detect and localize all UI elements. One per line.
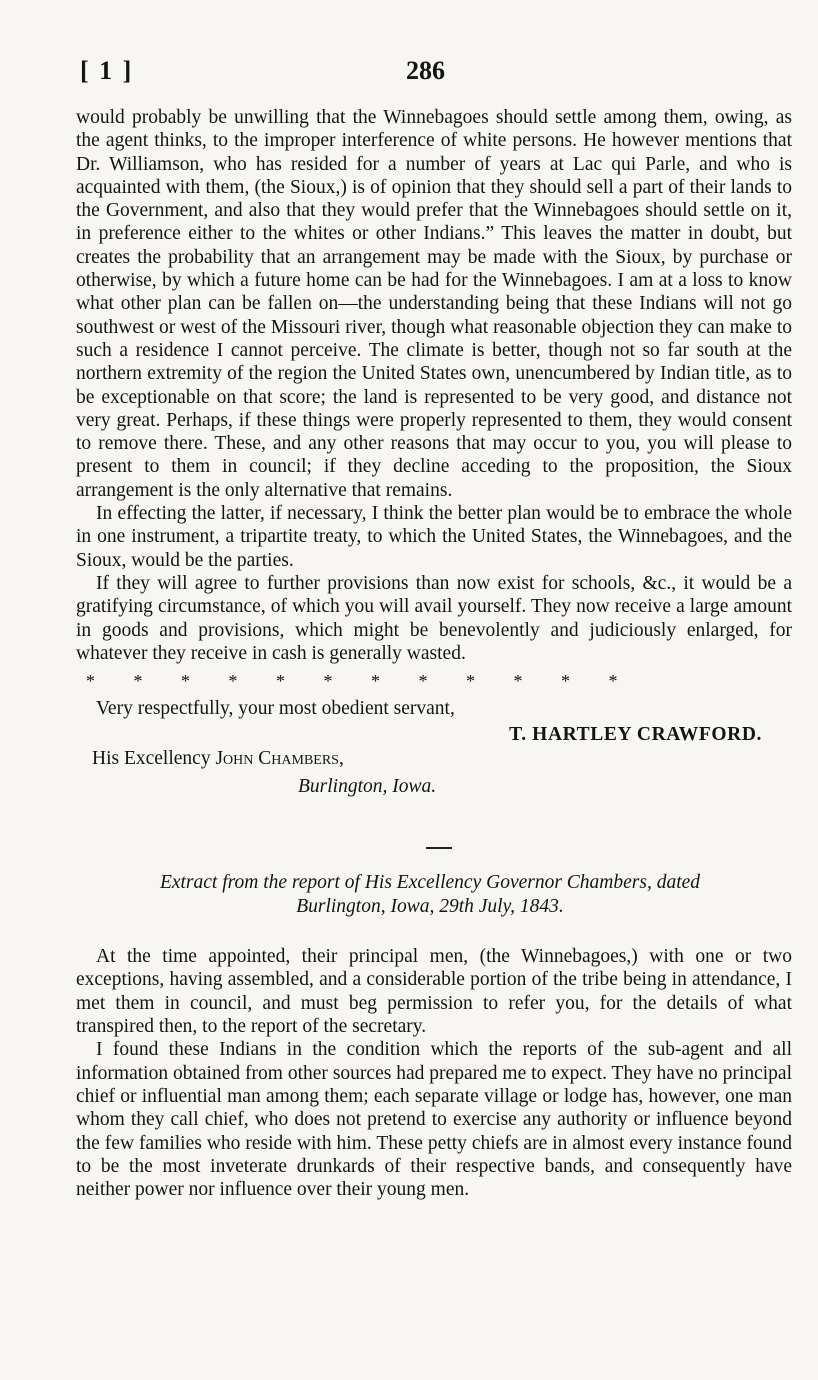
letter-paragraph-3: If they will agree to further provisions than now exist for schools, &c., it would be a gratifying circumstance, of which you will avail yourself. They now receive a large amount in goods and provisions, which might be benevolently and judiciously enlarged, for whatever they receive in cash is generally wasted. (76, 572, 792, 664)
addressee-place: Burlington, Iowa. (298, 776, 437, 798)
letter-closing: Very respectfully, your most obedient servant, (96, 698, 455, 720)
letter-body (76, 106, 792, 665)
extract-title-line-2: Burlington, Iowa, 29th July, 1843. (296, 896, 564, 918)
page-number: 286 (406, 56, 445, 85)
extract-paragraph-2: I found these Indians in the condition which the reports of the sub-agent and all information obtained from other sources had prepared me to expect. They have no principal chief or influential man among them; each separate village or lodge has, however, one man whom they call chief, who does not pretend to exercise any authority or influence beyond the few families who reside with him. These petty chiefs are in almost every instance found to be the most inveterate drunkards of their respective bands, and consequently have neither power nor influence over their young men. (76, 1039, 792, 1201)
addressee-prefix: His Excellency (92, 748, 211, 770)
signature-mark: [ 1 ] (80, 56, 134, 85)
extract-title-line-1: Extract from the report of His Excellency Governor Chambers, dated (159, 872, 701, 894)
addressee-name: John Chambers, (215, 748, 344, 770)
extract-body (76, 945, 792, 1201)
extract-title (68, 871, 792, 919)
letter-paragraph-1: would probably be unwilling that the Winnebagoes should settle among them, owing, as the agent thinks, to the improper interference of white persons. He however mentions that Dr. Williamson, who has resided for a number of years at Lac qui Parle, and who is acquainted with them, (the Sioux,) is of opinion that they should sell a part of their lands to the Government, and also that they would prefer that the Winnebagoes should settle on it, in preference either to the whites or other Indians.” This leaves the matter in doubt, but creates the probability that an arrangement may be made with the Sioux, by purchase or otherwise, by which a future home can be had for the Winnebagoes. I am at a loss to know what other plan can be fallen on—the understanding being that these Indians will not go southwest or west of the Missouri river, though what reasonable objection they can make to such a residence I cannot perceive. The climate is better, though not so far south at the northern extremity of the region the United States own, unencumbered by Indian title, as to be exceptionable on that score; the land is represented to be very good, and distance not very great. Perhaps, if these things were properly represented to them, they would consent to remove there. These, and any other reasons that may occur to you, you will please to present to them in council; if they decline acceding to the proposition, the Sioux arrangement is the only alternative that remains. (76, 107, 792, 501)
letter-signer: T. HARTLEY CRAWFORD. (509, 724, 762, 746)
letter-paragraph-2: In effecting the latter, if necessary, I think the better plan would be to embrace the whole in one instrument, a tripartite treaty, to which the United States, the Winnebagoes, and the Sioux, would be the parties. (76, 503, 792, 571)
extract-paragraph-1: At the time appointed, their principal men, (the Winnebagoes,) with one or two exceptions, having assembled, and a considerable portion of the tribe being in attendance, I met them in council, and must beg permission to refer you, for the details of what transpired then, to the report of the secretary. (76, 946, 792, 1038)
page-header (76, 56, 792, 106)
section-divider (426, 847, 452, 849)
ellipsis-stars: * * * * * * * * * * * * (86, 671, 618, 692)
letter-addressee (92, 747, 792, 771)
